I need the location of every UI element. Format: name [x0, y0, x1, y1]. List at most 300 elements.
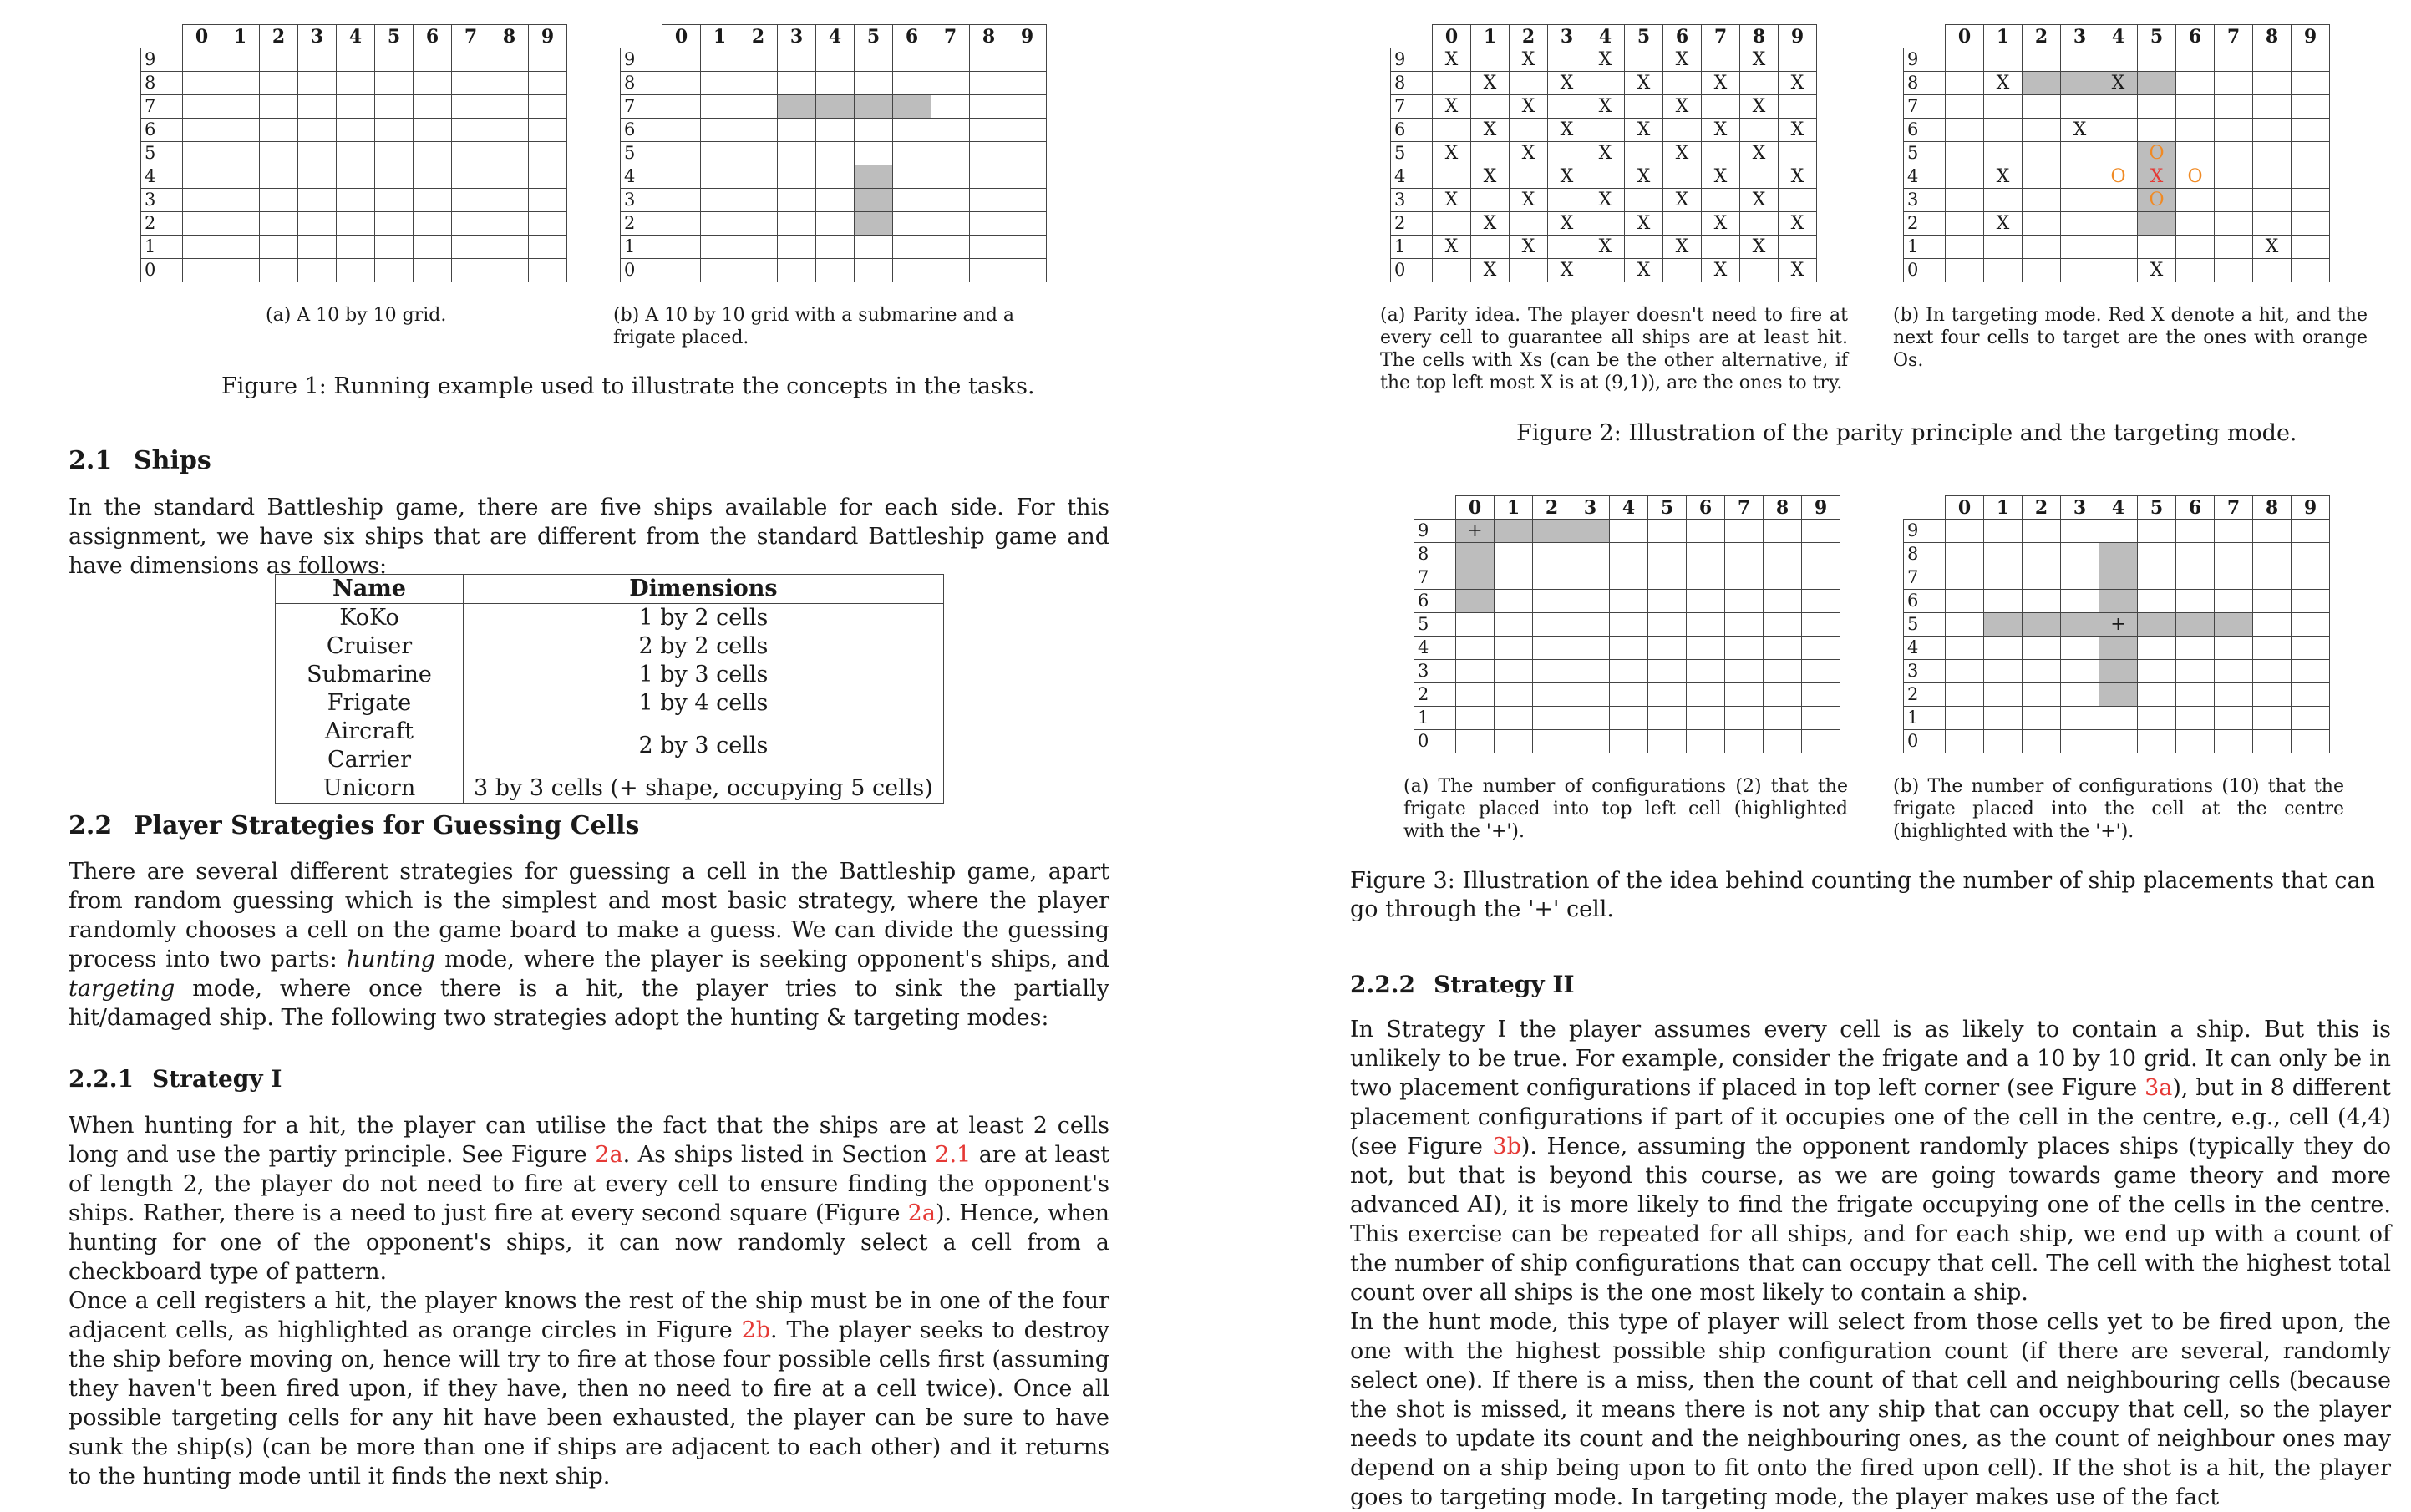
grid-cell	[1471, 189, 1510, 212]
grid-cell	[298, 236, 337, 259]
grid-cell	[1764, 683, 1802, 707]
grid-cell	[1702, 236, 1740, 259]
grid-cell	[931, 189, 970, 212]
grid-row-label: 4	[1904, 165, 1946, 189]
grid-cell	[2138, 236, 2176, 259]
grid-cell	[2061, 566, 2099, 590]
grid-cell	[2061, 543, 2099, 566]
grid-cell: X	[1548, 72, 1586, 95]
grid-cell	[1725, 543, 1764, 566]
grid-row-label: 9	[141, 48, 183, 72]
grid-row-label: 2	[1391, 212, 1433, 236]
grid-row-label: 5	[621, 142, 662, 165]
grid-cell	[2099, 683, 2138, 707]
grid-row-label: 6	[1414, 590, 1456, 613]
grid-cell	[739, 236, 778, 259]
grid-cell	[1571, 730, 1610, 753]
grid-cell	[701, 236, 739, 259]
grid-cell	[2061, 72, 2099, 95]
grid-cell	[2099, 236, 2138, 259]
grid-cell: X	[1510, 236, 1548, 259]
grid-cell: O	[2099, 165, 2138, 189]
grid-row-label: 4	[621, 165, 662, 189]
grid-cell	[970, 259, 1008, 282]
grid-cell	[375, 259, 414, 282]
grid-cell	[1984, 637, 2023, 660]
grid-cell: X	[1663, 142, 1702, 165]
grid-cell	[2253, 119, 2292, 142]
section-title: Strategy II	[1434, 971, 1575, 998]
grid-cell	[1510, 212, 1548, 236]
grid-cell	[1984, 189, 2023, 212]
grid-cell	[816, 212, 855, 236]
grid-cell	[337, 165, 375, 189]
grid-cell	[1648, 543, 1687, 566]
grid-cell	[2099, 142, 2138, 165]
grid-cell: X	[2138, 259, 2176, 282]
grid-cell	[893, 72, 931, 95]
grid-cell: X	[1471, 212, 1510, 236]
grid-cell	[1946, 707, 1984, 730]
grid-cell	[1571, 543, 1610, 566]
grid-col-label: 4	[1586, 25, 1625, 48]
grid-row-label: 5	[1391, 142, 1433, 165]
grid-cell	[2061, 95, 2099, 119]
grid-cell: X	[1663, 95, 1702, 119]
grid-cell	[1610, 520, 1648, 543]
grid-cell	[2061, 660, 2099, 683]
grid-cell	[1946, 520, 1984, 543]
grid-cell	[778, 142, 816, 165]
grid-col-label: 8	[1740, 25, 1779, 48]
grid-row-label: 1	[1904, 707, 1946, 730]
grid-cell	[337, 95, 375, 119]
grid-cell: X	[1586, 48, 1625, 72]
grid-cell: X	[1625, 212, 1663, 236]
grid-cell	[1687, 543, 1725, 566]
grid-cell	[1946, 660, 1984, 683]
grid-cell: X	[2061, 119, 2099, 142]
grid-row-label: 6	[141, 119, 183, 142]
grid-cell	[1510, 119, 1548, 142]
grid-cell	[1586, 212, 1625, 236]
grid-cell	[739, 119, 778, 142]
grid-cell	[1984, 566, 2023, 590]
grid-cell	[1764, 637, 1802, 660]
grid-cell	[414, 119, 452, 142]
grid-cell	[1648, 683, 1687, 707]
grid-cell	[337, 119, 375, 142]
grid-col-label: 4	[2099, 496, 2138, 520]
grid-cell	[1984, 520, 2023, 543]
grid-cell	[1687, 590, 1725, 613]
grid-cell	[2215, 730, 2253, 753]
grid-cell	[183, 142, 221, 165]
grid-cell	[931, 165, 970, 189]
grid-cell	[1456, 566, 1495, 590]
grid-cell	[931, 212, 970, 236]
grid-cell	[1548, 48, 1586, 72]
grid-cell	[739, 189, 778, 212]
grid-cell	[1610, 613, 1648, 637]
grid-row-label: 4	[1904, 637, 1946, 660]
grid-cell	[778, 165, 816, 189]
grid-cell: X	[1984, 72, 2023, 95]
grid-col-label: 1	[1495, 496, 1533, 520]
grid-cell	[1702, 95, 1740, 119]
grid-col-label: 0	[1433, 25, 1471, 48]
section-2-1-link[interactable]: 2.1	[935, 1142, 972, 1168]
grid-col-label: 8	[2253, 496, 2292, 520]
text: Once a cell registers a hit, the player knows the rest of the ship must be in one of the four adjacent cells, as highlighted as orange circles in Figure	[69, 1288, 1109, 1343]
grid-row-label: 0	[621, 259, 662, 282]
grid-cell	[490, 48, 529, 72]
grid-cell	[1456, 543, 1495, 566]
grid-cell	[816, 142, 855, 165]
grid-cell	[2138, 212, 2176, 236]
grid-cell	[2253, 683, 2292, 707]
grid-col-label: 8	[2253, 25, 2292, 48]
grid-cell	[221, 189, 260, 212]
grid-cell	[414, 95, 452, 119]
grid-cell: X	[1663, 189, 1702, 212]
grid-col-label: 1	[1471, 25, 1510, 48]
grid-cell	[1946, 48, 1984, 72]
grid-cell	[970, 212, 1008, 236]
grid-cell	[2099, 48, 2138, 72]
grid-col-label: 7	[2215, 496, 2253, 520]
grid-cell	[662, 142, 701, 165]
grid-cell	[816, 259, 855, 282]
grid-row-label: 1	[1414, 707, 1456, 730]
grid-row-label: 1	[1391, 236, 1433, 259]
figure-1-caption: Figure 1: Running example used to illustrate the concepts in the tasks.	[221, 373, 1035, 399]
grid-cell: X	[1625, 259, 1663, 282]
grid-cell	[1008, 142, 1047, 165]
grid-cell	[1725, 566, 1764, 590]
figure-2a-link[interactable]: 2a	[907, 1200, 936, 1226]
grid-cell	[1471, 142, 1510, 165]
grid-cell	[1984, 236, 2023, 259]
grid-col-label: 8	[490, 25, 529, 48]
grid-row-label: 7	[1414, 566, 1456, 590]
grid-cell	[2138, 566, 2176, 590]
grid-cell	[855, 165, 893, 189]
grid-cell	[1648, 566, 1687, 590]
grid-cell	[452, 259, 490, 282]
grid-cell	[2215, 48, 2253, 72]
grid-cell: X	[1740, 236, 1779, 259]
grid-cell: X	[1740, 142, 1779, 165]
grid-cell: O	[2138, 142, 2176, 165]
grid-cell	[1610, 543, 1648, 566]
grid-cell	[1533, 683, 1571, 707]
grid-cell	[2215, 142, 2253, 165]
grid-cell	[2061, 189, 2099, 212]
grid-col-label: 3	[2061, 496, 2099, 520]
figure-2b-link[interactable]: 2b	[741, 1317, 771, 1343]
grid-cell: X	[1548, 165, 1586, 189]
grid-cell	[1802, 683, 1840, 707]
grid-cell	[337, 259, 375, 282]
grid-corner	[141, 25, 183, 48]
grid-cell	[1586, 165, 1625, 189]
grid-cell	[2099, 520, 2138, 543]
grid-cell	[1764, 707, 1802, 730]
grid-cell	[2292, 189, 2330, 212]
grid-cell	[1764, 520, 1802, 543]
grid-row-label: 6	[1904, 590, 1946, 613]
paragraph	[1350, 1015, 2391, 1307]
grid-cell	[778, 259, 816, 282]
grid-row-label: 8	[141, 72, 183, 95]
figure-2a-link[interactable]: 2a	[595, 1142, 623, 1168]
grid-row-label: 3	[1414, 660, 1456, 683]
section-number: 2.2.2	[1350, 971, 1415, 998]
grid-col-label: 8	[970, 25, 1008, 48]
grid-cell	[260, 212, 298, 236]
grid-cell	[1946, 259, 1984, 282]
text: ), but in 8 different placement configurations if part of it occupies one of the cell in the centre, e.g., cell (4,4) (see Figure	[1350, 1075, 2391, 1159]
grid-col-label: 9	[2292, 496, 2330, 520]
grid-cell	[2215, 660, 2253, 683]
grid-cell: X	[1740, 48, 1779, 72]
grid-cell	[2292, 119, 2330, 142]
grid-row-label: 0	[1414, 730, 1456, 753]
grid-cell	[2215, 72, 2253, 95]
grid-cell	[1802, 637, 1840, 660]
grid-cell	[337, 48, 375, 72]
grid-cell	[375, 95, 414, 119]
grid-cell	[337, 212, 375, 236]
table-row	[276, 718, 944, 774]
grid-cell	[2023, 520, 2061, 543]
grid-cell	[1586, 72, 1625, 95]
grid-cell	[662, 72, 701, 95]
grid-cell	[1648, 613, 1687, 637]
figure-3b-link[interactable]: 3b	[1492, 1134, 1521, 1159]
grid-col-label: 2	[1510, 25, 1548, 48]
grid-row-label: 7	[621, 95, 662, 119]
grid-cell: X	[1779, 119, 1817, 142]
paragraph	[69, 1111, 1109, 1286]
grid-cell	[1802, 660, 1840, 683]
grid-cell	[2023, 683, 2061, 707]
grid-cell	[1533, 566, 1571, 590]
grid-cell	[452, 95, 490, 119]
grid-cell	[2176, 142, 2215, 165]
grid-cell	[2099, 212, 2138, 236]
grid-cell	[2023, 590, 2061, 613]
grid-cell	[337, 72, 375, 95]
grid-cell: X	[1471, 72, 1510, 95]
grid-cell	[2215, 637, 2253, 660]
grid-cell	[2061, 48, 2099, 72]
grid-cell	[2061, 590, 2099, 613]
grid-cell	[2215, 590, 2253, 613]
grid-cell	[1984, 543, 2023, 566]
grid-cell	[1533, 543, 1571, 566]
ship-name: Unicorn	[276, 774, 464, 804]
grid-row-label: 0	[1391, 259, 1433, 282]
grid-col-label: 9	[529, 25, 567, 48]
section-2-2-paragraph	[69, 857, 1109, 1033]
grid-cell: X	[1586, 142, 1625, 165]
grid-cell	[1663, 119, 1702, 142]
grid-cell	[1571, 707, 1610, 730]
grid-cell	[1779, 236, 1817, 259]
grid-cell	[1984, 259, 2023, 282]
grid-row-label: 3	[1904, 189, 1946, 212]
grid-cell	[2253, 613, 2292, 637]
grid-cell	[1984, 730, 2023, 753]
grid-cell: X	[1779, 165, 1817, 189]
grid-cell	[2253, 259, 2292, 282]
grid-cell	[2023, 165, 2061, 189]
grid-cell	[1802, 613, 1840, 637]
grid-cell	[298, 142, 337, 165]
grid-cell	[1648, 520, 1687, 543]
header-dimensions: Dimensions	[464, 575, 944, 604]
grid-cell	[855, 142, 893, 165]
grid-col-label: 0	[1946, 25, 1984, 48]
grid-cell	[1456, 613, 1495, 637]
grid-cell	[2061, 142, 2099, 165]
grid-cell	[1495, 590, 1533, 613]
grid-cell	[2099, 637, 2138, 660]
grid-cell	[1008, 95, 1047, 119]
grid-col-label: 8	[1764, 496, 1802, 520]
grid-cell: +	[1456, 520, 1495, 543]
grid-cell	[1610, 707, 1648, 730]
grid-cell	[452, 189, 490, 212]
grid-col-label: 2	[2023, 25, 2061, 48]
grid-cell	[2176, 730, 2215, 753]
grid-cell	[739, 212, 778, 236]
grid-cell	[529, 142, 567, 165]
figure-3a-subcaption: (a) The number of configurations (2) that the frigate placed into top left cell (highlighted with the '+').	[1403, 776, 1848, 842]
grid-cell	[1946, 212, 1984, 236]
grid-col-label: 6	[1687, 496, 1725, 520]
grid-col-label: 1	[1984, 496, 2023, 520]
grid-cell	[337, 142, 375, 165]
grid-cell	[778, 212, 816, 236]
grid-cell	[662, 48, 701, 72]
grid-cell	[1984, 119, 2023, 142]
grid-cell	[1456, 707, 1495, 730]
grid-col-label: 2	[260, 25, 298, 48]
grid-cell	[1648, 730, 1687, 753]
grid-cell	[414, 259, 452, 282]
grid-cell: O	[2176, 165, 2215, 189]
grid-cell	[970, 142, 1008, 165]
grid-cell	[1984, 660, 2023, 683]
section-title: Ships	[134, 446, 211, 475]
grid-cell: X	[2099, 72, 2138, 95]
grid-col-label: 9	[1779, 25, 1817, 48]
grid-cell	[183, 236, 221, 259]
grid-cell	[1456, 660, 1495, 683]
grid-cell	[1802, 543, 1840, 566]
grid-row-label: 6	[1904, 119, 1946, 142]
grid-cell	[414, 189, 452, 212]
grid-cell	[490, 72, 529, 95]
grid-cell	[2023, 660, 2061, 683]
grid-cell	[662, 165, 701, 189]
grid-cell	[1008, 165, 1047, 189]
grid-cell	[375, 119, 414, 142]
grid-col-label: 6	[893, 25, 931, 48]
grid-cell: X	[1702, 72, 1740, 95]
grid-cell	[701, 212, 739, 236]
grid-cell	[1663, 165, 1702, 189]
grid-cell	[931, 142, 970, 165]
grid-cell	[1740, 165, 1779, 189]
grid-cell: X	[2253, 236, 2292, 259]
ship-name: KoKo	[276, 604, 464, 633]
grid-cell	[1456, 730, 1495, 753]
grid-cell	[931, 119, 970, 142]
grid-cell	[221, 142, 260, 165]
grid-cell	[2138, 590, 2176, 613]
grid-cell	[2292, 707, 2330, 730]
grid-cell	[414, 72, 452, 95]
grid-cell	[2215, 189, 2253, 212]
table-row	[276, 661, 944, 689]
grid-cell	[183, 189, 221, 212]
text: are at least of length 2, the player do not need to fire at every cell to ensure finding the opponent's ships. Rather, there is a need to just fire at every second square (Figure	[69, 1142, 1109, 1226]
grid-cell	[1725, 730, 1764, 753]
grid-cell	[893, 165, 931, 189]
figure-3-caption: Figure 3: Illustration of the idea behind counting the number of ship placements that can go through the '+' cell.	[1350, 868, 2376, 922]
grid-cell	[1725, 613, 1764, 637]
grid-cell	[816, 48, 855, 72]
grid-cell: X	[1663, 48, 1702, 72]
grid-cell	[1802, 520, 1840, 543]
grid-cell	[855, 72, 893, 95]
table-row	[276, 689, 944, 718]
grid-cell	[2215, 520, 2253, 543]
grid-cell	[298, 189, 337, 212]
table-row	[276, 632, 944, 661]
grid-col-label: 7	[1702, 25, 1740, 48]
grid-cell	[2138, 660, 2176, 683]
grid-cell	[183, 48, 221, 72]
figure-3a-link[interactable]: 3a	[2145, 1075, 2173, 1101]
grid-cell	[2061, 165, 2099, 189]
grid-cell	[1610, 637, 1648, 660]
grid-cell	[298, 72, 337, 95]
grid-cell	[1008, 48, 1047, 72]
grid-corner	[1904, 25, 1946, 48]
grid-cell	[2176, 613, 2215, 637]
grid-cell	[1495, 707, 1533, 730]
grid-cell	[490, 212, 529, 236]
grid-cell	[2176, 683, 2215, 707]
grid-cell	[260, 48, 298, 72]
grid-col-label: 6	[2176, 496, 2215, 520]
grid-cell	[2253, 637, 2292, 660]
grid-cell: X	[1471, 259, 1510, 282]
grid-cell	[2176, 637, 2215, 660]
grid-cell	[2253, 590, 2292, 613]
grid-cell	[778, 119, 816, 142]
grid-col-label: 3	[778, 25, 816, 48]
grid-cell	[2292, 637, 2330, 660]
grid-cell	[2176, 566, 2215, 590]
grid-cell	[1764, 730, 1802, 753]
grid-cell	[1533, 520, 1571, 543]
